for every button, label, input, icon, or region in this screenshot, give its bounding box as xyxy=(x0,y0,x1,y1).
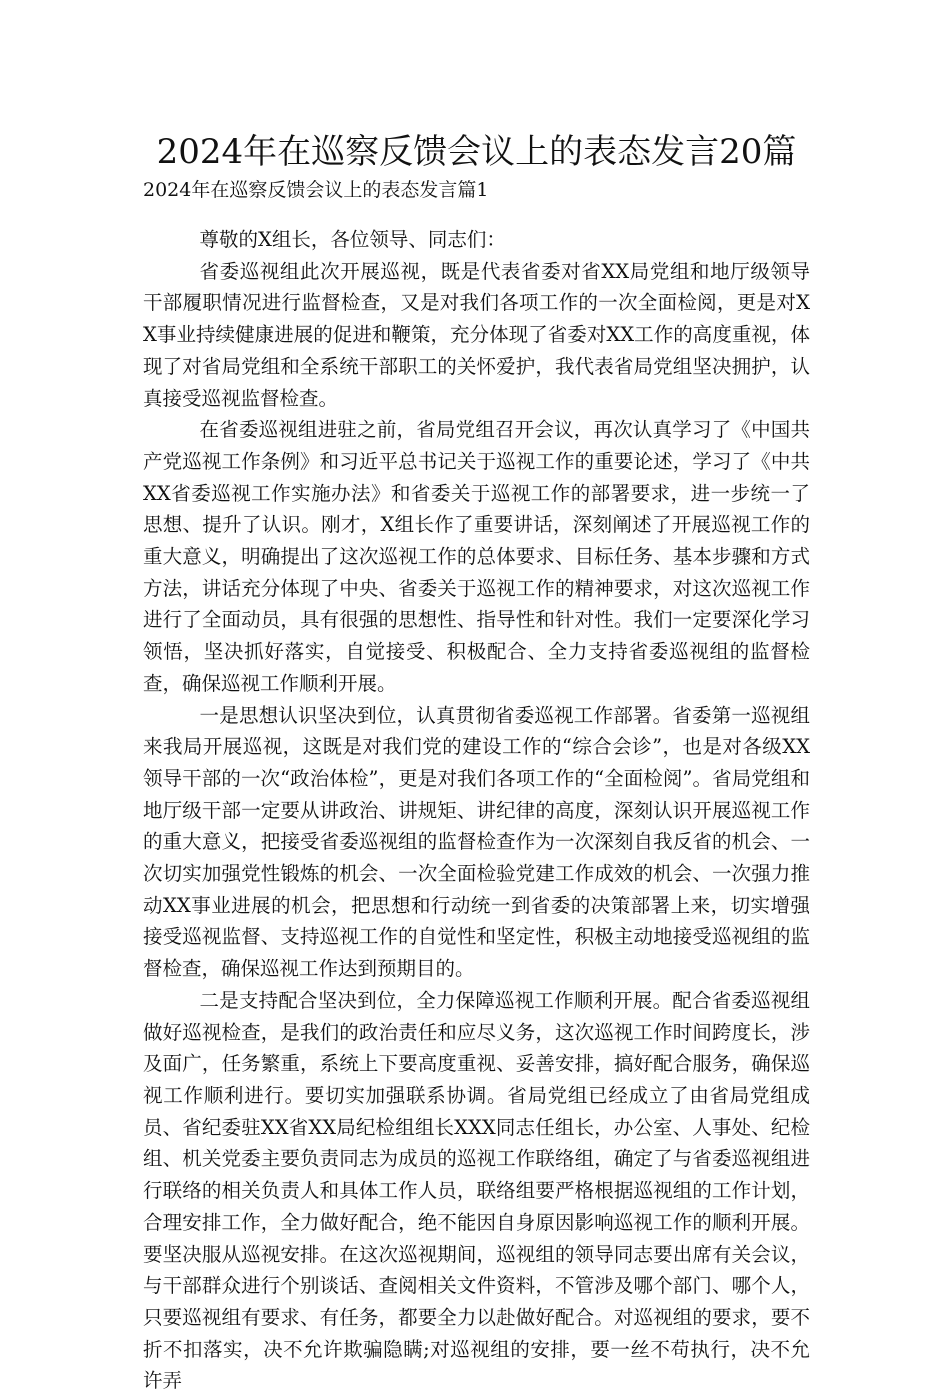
salutation: 尊敬的X组长，各位领导、同志们： xyxy=(199,228,506,251)
paragraph-4: 二是支持配合坚决到位，全力保障巡视工作顺利开展。配合省委巡视组做好巡视检查，是我们的政治责任和应尽义务，这次巡视工作时间跨度长，涉及面广，任务繁重，系统上下要高度重视、妥善安排，搞好配合服务，确保巡视工作顺利进行。要切实加强联系协调。省局党组已经成立了由省局党组成员、省纪委驻XX省XX局纪检组组长XXX同志任组长，办公室、人事处、纪检组、机关党委主要负责同志为成员的巡视工作联络组，确定了与省委巡视组进行联络的相关负责人和具体工作人员，联络组要严格根据巡视组的工作计划，合理安排工作，全力做好配合，绝不能因自身原因影响巡视工作的顺利开展。要坚决服从巡视安排。在这次巡视期间，巡视组的领导同志要出席有关会议，与干部群众进行个别谈话、查阅相关文件资料，不管涉及哪个部门、哪个人，只要巡视组有要求、有任务，都要全力以赴做好配合。对巡视组的要求，要不折不扣落实，决不允许欺骗隐瞒;对巡视组的安排，要一丝不苟执行，决不允许弄 xyxy=(143,988,810,1393)
paragraph-1: 省委巡视组此次开展巡视，既是代表省委对省XX局党组和地厅级领导干部履职情况进行监督检查，又是对我们各项工作的一次全面检阅，更是对XX事业持续健康进展的促进和鞭策，充分体现了省委对XX工作的高度重视，体现了对省局党组和全系统干部职工的关怀爱护，我代表省局党组坚决拥护，认真接受巡视监督检查。 xyxy=(143,259,810,410)
document-title: 2024年在巡察反馈会议上的表态发言20篇 xyxy=(156,132,797,172)
paragraph-2: 在省委巡视组进驻之前，省局党组召开会议，再次认真学习了《中国共产党巡视工作条例》和习近平总书记关于巡视工作的重要论述，学习了《中共XX省委巡视工作实施办法》和省委关于巡视工作的部署要求，进一步统一了思想、提升了认识。刚才，X组长作了重要讲话，深刻阐述了开展巡视工作的重大意义，明确提出了这次巡视工作的总体要求、目标任务、基本步骤和方式方法，讲话充分体现了中央、省委关于巡视工作的精神要求，对这次巡视工作进行了全面动员，具有很强的思想性、指导性和针对性。我们一定要深化学习领悟，坚决抓好落实，自觉接受、积极配合、全力支持省委巡视组的监督检查，确保巡视工作顺利开展。 xyxy=(143,418,810,695)
paragraph-3: 一是思想认识坚决到位，认真贯彻省委巡视工作部署。省委第一巡视组来我局开展巡视，这既是对我们党的建设工作的“综合会诊”，也是对各级XX领导干部的一次“政治体检”，更是对我们各项工作的“全面检阅”。省局党组和地厅级干部一定要从讲政治、讲规矩、讲纪律的高度，深刻认识开展巡视工作的重大意义，把接受省委巡视组的监督检查作为一次深刻自我反省的机会、一次切实加强党性锻炼的机会、一次全面检验党建工作成效的机会、一次强力推动XX事业进展的机会，把思想和行动统一到省委的决策部署上来，切实增强接受巡视监督、支持巡视工作的自觉性和坚定性，积极主动地接受巡视组的监督检查，确保巡视工作达到预期目的。 xyxy=(143,703,810,981)
document-body xyxy=(143,224,810,1397)
document-page xyxy=(143,128,810,1397)
document-subtitle: 2024年在巡察反馈会议上的表态发言篇1 xyxy=(143,179,489,201)
